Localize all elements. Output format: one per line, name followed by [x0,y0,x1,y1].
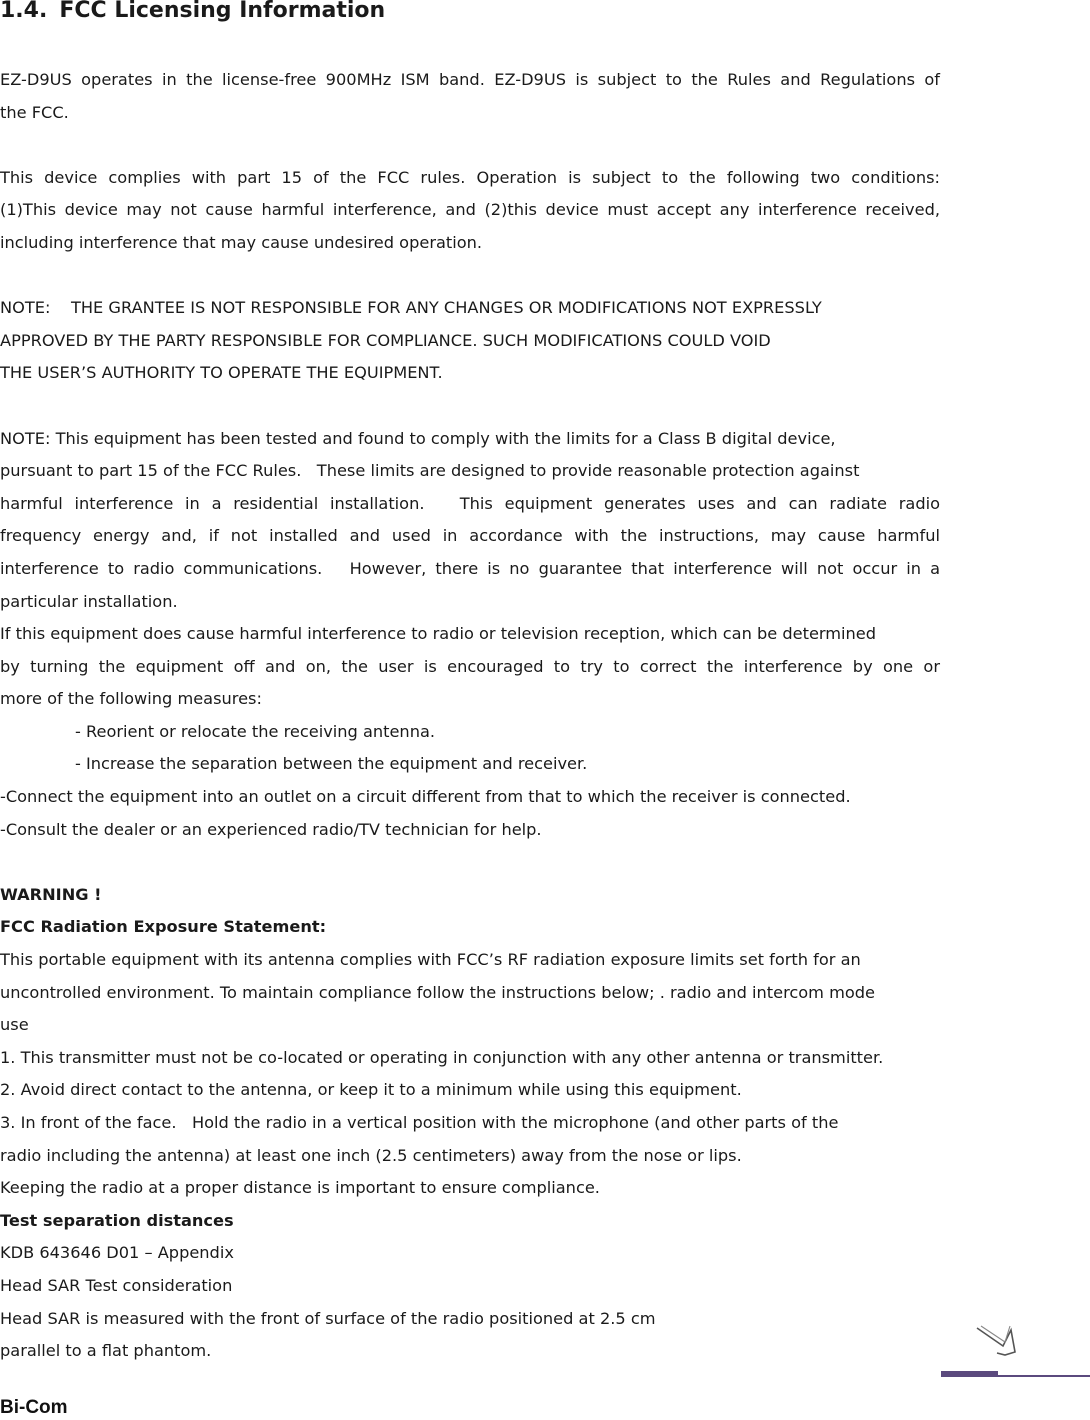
class-b-note-line: harmful interference in a residential installation. This equipment generates uses and can radiate radio [0,493,940,513]
exposure-item: radio including the antenna) at least one inch (2.5 centimeters) away from the nose or lips. [0,1145,742,1165]
class-b-note-line: by turning the equipment off and on, the user is encouraged to try to correct the interference by one or [0,656,940,676]
section-heading [0,0,385,28]
warning-subtitle: FCC Radiation Exposure Statement: [0,917,327,937]
exposure-line: use [0,1015,29,1035]
class-b-note-line: pursuant to part 15 of the FCC Rules. These limits are designed to provide reasonable protection against [0,461,860,481]
warning-title: WARNING ! [0,884,102,904]
class-b-note-line: If this equipment does cause harmful interference to radio or television reception, which can be determined [0,624,877,644]
measure-item: -Connect the equipment into an outlet on a circuit different from that to which the receiver is connected. [0,787,851,807]
class-b-note-line: frequency energy and, if not installed and used in accordance with the instructions, may cause harmful [0,526,940,546]
measure-item: - Increase the separation between the equipment and receiver. [75,754,588,774]
test-title: Test separation distances [0,1210,234,1230]
class-b-note-line: more of the following measures: [0,689,262,709]
grantee-note-line: THE USER’S AUTHORITY TO OPERATE THE EQUIPMENT. [0,363,443,383]
exposure-item: 3. In front of the face. Hold the radio in a vertical position with the microphone (and other parts of the [0,1113,839,1132]
section-title: FCC Licensing Information [59,0,386,23]
test-line: Head SAR is measured with the front of surface of the radio positioned at 2.5 cm [0,1308,656,1328]
exposure-item: 2. Avoid direct contact to the antenna, or keep it to a minimum while using this equipment. [0,1080,742,1100]
exposure-item: 1. This transmitter must not be co-located or operating in conjunction with any other antenna or transmitter. [0,1047,884,1067]
test-line: Head SAR Test consideration [0,1275,233,1295]
measure-item: - Reorient or relocate the receiving antenna. [75,721,436,741]
page-curl-icon [975,1322,1020,1358]
test-line: parallel to a flat phantom. [0,1341,212,1361]
exposure-line: This portable equipment with its antenna complies with FCC’s RF radiation exposure limits set forth for an [0,950,861,970]
compliance-line: (1)This device may not cause harmful interference, and (2)this device must accept any interference received, [0,200,940,220]
test-line: KDB 643646 D01 – Appendix [0,1243,234,1263]
footer-brand: Bi-Com [0,1397,68,1418]
exposure-line: uncontrolled environment. To maintain compliance follow the instructions below; . radio and intercom mode [0,982,875,1002]
grantee-note-line: NOTE: THE GRANTEE IS NOT RESPONSIBLE FOR ANY CHANGES OR MODIFICATIONS NOT EXPRESSLY [0,298,822,318]
intro-line: the FCC. [0,102,69,122]
footer-rule [998,1375,1090,1377]
class-b-note-line: particular installation. [0,591,178,611]
grantee-note-line: APPROVED BY THE PARTY RESPONSIBLE FOR COMPLIANCE. SUCH MODIFICATIONS COULD VOID [0,330,771,350]
exposure-closing: Keeping the radio at a proper distance is important to ensure compliance. [0,1178,600,1198]
document-body [0,64,940,1368]
compliance-line: including interference that may cause undesired operation. [0,232,483,252]
footer-accent-bar [941,1371,998,1377]
compliance-line: This device complies with part 15 of the FCC rules. Operation is subject to the following two conditions: [0,167,940,187]
intro-line: EZ-D9US operates in the license-free 900MHz ISM band. EZ-D9US is subject to the Rules and Regulations of [0,70,940,89]
measure-item: -Consult the dealer or an experienced radio/TV technician for help. [0,819,542,839]
class-b-note-line: NOTE: This equipment has been tested and found to comply with the limits for a Class B digital device, [0,428,836,448]
section-number: 1.4. [0,0,48,23]
class-b-note-line: interference to radio communications. However, there is no guarantee that interference will not occur in a [0,558,940,578]
